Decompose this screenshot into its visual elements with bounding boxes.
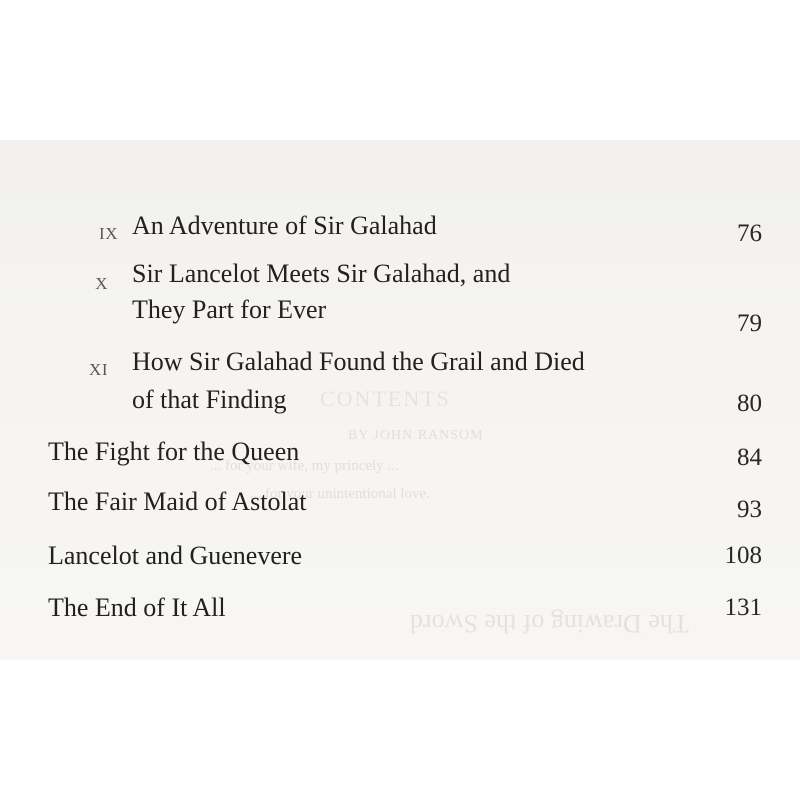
entry-title-continued: of that Finding (132, 385, 287, 414)
page-number: 80 (737, 390, 762, 417)
bleed-through-author: BY JOHN RANSOM (348, 428, 484, 443)
page-number: 131 (724, 594, 762, 621)
page-number: 76 (737, 220, 762, 247)
entry-title: Sir Lancelot Meets Sir Galahad, and (132, 259, 511, 288)
entry-title: The Fair Maid of Astolat (48, 487, 307, 516)
entry-title: How Sir Galahad Found the Grail and Died (132, 347, 585, 376)
chapter-numeral: XI (89, 360, 108, 379)
entry-title: An Adventure of Sir Galahad (132, 211, 437, 240)
book-page (0, 140, 800, 660)
entry-title: The End of It All (48, 593, 226, 622)
bleed-through-line: ... for your unintentional love. (250, 486, 430, 502)
mirrored-text: The Drawing of the Sword (410, 609, 689, 638)
entry-title: Lancelot and Guenevere (48, 541, 303, 570)
entry-title-continued: They Part for Ever (132, 295, 327, 324)
page-number: 108 (724, 542, 762, 569)
bleed-through-line: ... for your wife, my princely ... (210, 458, 399, 474)
entry-title: The Fight for the Queen (48, 437, 300, 466)
page-number: 79 (737, 310, 762, 337)
chapter-numeral: X (95, 274, 108, 293)
bleed-through-mirrored-title (410, 608, 689, 638)
page-number: 84 (737, 444, 762, 471)
page-number: 93 (737, 496, 762, 523)
chapter-numeral: IX (99, 224, 118, 243)
bleed-through-heading: CONTENTS (320, 386, 451, 411)
